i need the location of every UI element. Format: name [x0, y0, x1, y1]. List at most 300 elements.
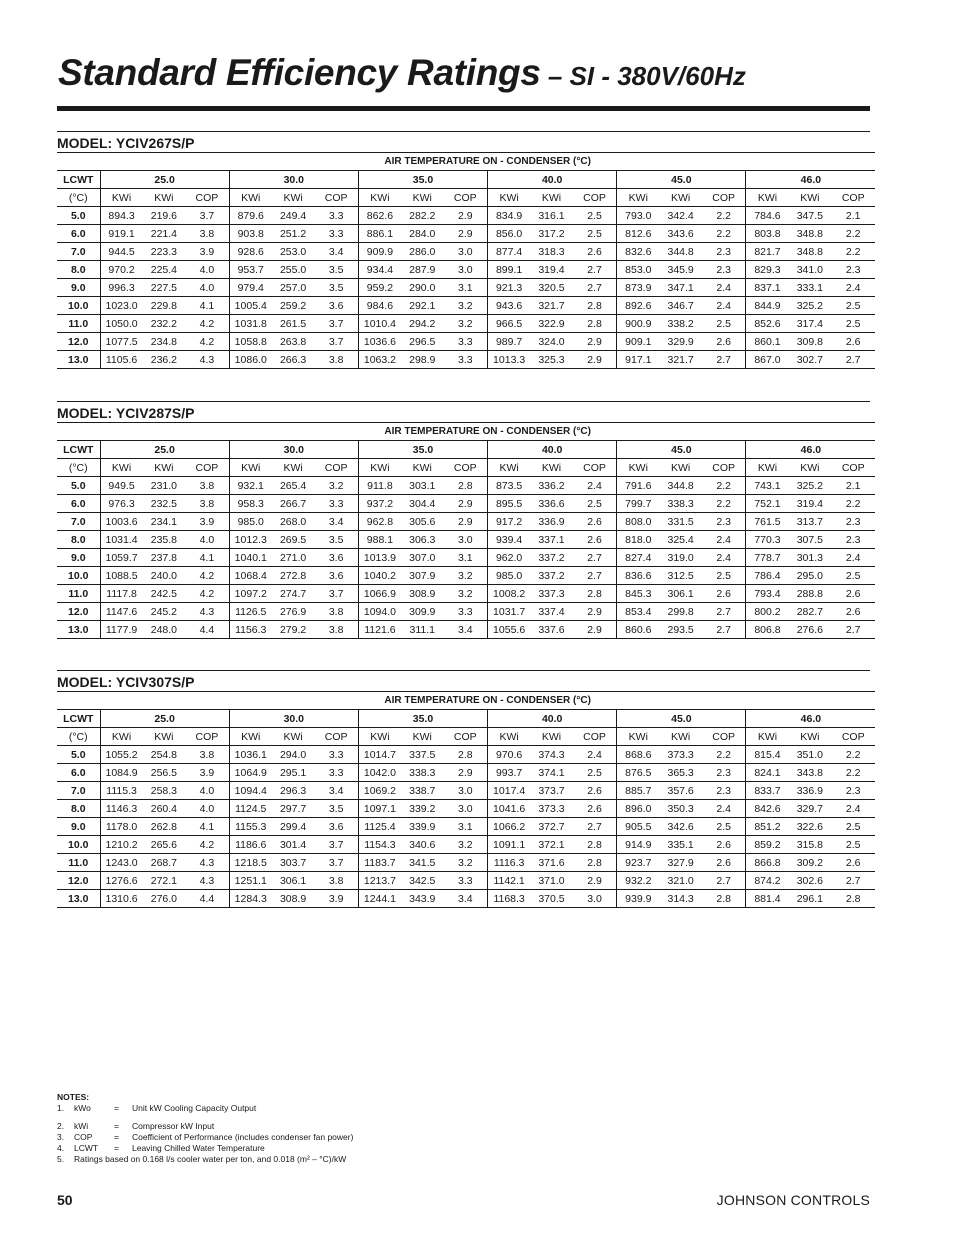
table-cell: 339.9: [401, 818, 444, 836]
table-cell: 3.3: [314, 746, 358, 764]
table-cell: 3.8: [185, 477, 229, 495]
lcwt-value: 5.0: [57, 746, 100, 764]
table-cell: 316.1: [530, 207, 573, 225]
table-cell: 970.6: [488, 746, 531, 764]
table-cell: 371.0: [530, 872, 573, 890]
table-cell: 345.9: [659, 261, 702, 279]
table-cell: 1168.3: [488, 890, 531, 908]
table-cell: 3.3: [314, 764, 358, 782]
table-cell: 331.5: [659, 513, 702, 531]
air-temp-header: 25.0: [100, 171, 229, 189]
table-cell: 821.7: [746, 243, 789, 261]
table-cell: 306.1: [272, 872, 315, 890]
table-cell: 873.9: [617, 279, 660, 297]
company-name: JOHNSON CONTROLS: [716, 1192, 870, 1208]
table-cell: 276.6: [789, 621, 832, 639]
table-cell: 3.6: [314, 549, 358, 567]
table-cell: 3.3: [314, 495, 358, 513]
table-cell: 258.3: [143, 782, 186, 800]
table-cell: 909.1: [617, 333, 660, 351]
table-cell: 2.4: [702, 800, 746, 818]
table-cell: 3.1: [444, 279, 488, 297]
table-cell: 2.7: [573, 261, 617, 279]
unit-header: COP: [831, 459, 875, 477]
table-cell: 932.2: [617, 872, 660, 890]
table-cell: 979.4: [229, 279, 272, 297]
table-cell: 808.0: [617, 513, 660, 531]
table-cell: 311.1: [401, 621, 444, 639]
table-cell: 944.5: [100, 243, 143, 261]
table-cell: 284.0: [401, 225, 444, 243]
table-row: [57, 243, 875, 261]
table-cell: 2.5: [702, 818, 746, 836]
table-cell: 2.9: [573, 621, 617, 639]
table-cell: 2.9: [573, 351, 617, 369]
table-cell: 845.3: [617, 585, 660, 603]
lcwt-value: 10.0: [57, 297, 100, 315]
temperature-header-row: [57, 441, 875, 459]
table-cell: 3.7: [314, 333, 358, 351]
table-cell: 1210.2: [100, 836, 143, 854]
table-cell: 2.5: [702, 567, 746, 585]
table-cell: 325.2: [789, 297, 832, 315]
table-cell: 917.1: [617, 351, 660, 369]
table-cell: 1040.1: [229, 549, 272, 567]
table-cell: 842.6: [746, 800, 789, 818]
table-cell: 2.9: [444, 513, 488, 531]
table-cell: 3.8: [185, 225, 229, 243]
unit-header: COP: [573, 728, 617, 746]
table-cell: 959.2: [358, 279, 401, 297]
notes: [57, 1092, 353, 1165]
air-temp-header: 40.0: [488, 441, 617, 459]
table-cell: 4.2: [185, 315, 229, 333]
lcwt-value: 9.0: [57, 279, 100, 297]
air-temp-header: 30.0: [229, 710, 358, 728]
table-cell: 1097.1: [358, 800, 401, 818]
table-cell: 2.4: [702, 531, 746, 549]
table-cell: 1097.2: [229, 585, 272, 603]
lcwt-header: LCWT: [57, 441, 100, 459]
table-cell: 1154.3: [358, 836, 401, 854]
unit-header: COP: [702, 189, 746, 207]
table-cell: 294.2: [401, 315, 444, 333]
table-cell: 2.3: [702, 243, 746, 261]
table-row: [57, 585, 875, 603]
table-cell: 312.5: [659, 567, 702, 585]
table-cell: 307.0: [401, 549, 444, 567]
table-cell: 867.0: [746, 351, 789, 369]
note-item: 5. Ratings based on 0.168 l/s cooler water per ton, and 0.018 (m² – °C)/kW: [57, 1154, 347, 1164]
table-cell: 1084.9: [100, 764, 143, 782]
table-cell: 1088.5: [100, 567, 143, 585]
table-cell: 1244.1: [358, 890, 401, 908]
table-cell: 347.5: [789, 207, 832, 225]
table-cell: 784.6: [746, 207, 789, 225]
table-cell: 1126.5: [229, 603, 272, 621]
lcwt-value: 8.0: [57, 800, 100, 818]
table-cell: 4.2: [185, 836, 229, 854]
table-cell: 2.6: [702, 585, 746, 603]
unit-header: KWi: [488, 189, 531, 207]
table-cell: 911.8: [358, 477, 401, 495]
table-cell: 937.2: [358, 495, 401, 513]
table-cell: 294.0: [272, 746, 315, 764]
table-cell: 899.1: [488, 261, 531, 279]
table-cell: 321.7: [530, 297, 573, 315]
table-cell: 2.8: [573, 315, 617, 333]
table-cell: 3.2: [444, 585, 488, 603]
table-cell: 2.2: [702, 477, 746, 495]
unit-header: COP: [185, 189, 229, 207]
table-cell: 344.8: [659, 243, 702, 261]
table-cell: 3.0: [444, 800, 488, 818]
table-cell: 342.4: [659, 207, 702, 225]
unit-header: KWi: [488, 459, 531, 477]
table-cell: 327.9: [659, 854, 702, 872]
table-cell: 2.5: [702, 315, 746, 333]
table-cell: 248.0: [143, 621, 186, 639]
temperature-header-row: [57, 171, 875, 189]
table-cell: 2.7: [573, 549, 617, 567]
table-cell: 1177.9: [100, 621, 143, 639]
lcwt-value: 9.0: [57, 549, 100, 567]
table-cell: 949.5: [100, 477, 143, 495]
unit-header: COP: [314, 189, 358, 207]
table-cell: 3.8: [314, 621, 358, 639]
table-cell: 914.9: [617, 836, 660, 854]
table-cell: 2.9: [444, 225, 488, 243]
table-cell: 2.4: [573, 477, 617, 495]
table-cell: 853.4: [617, 603, 660, 621]
table-cell: 372.1: [530, 836, 573, 854]
table-cell: 818.0: [617, 531, 660, 549]
unit-header: COP: [831, 728, 875, 746]
table-cell: 3.3: [444, 603, 488, 621]
table-cell: 237.8: [143, 549, 186, 567]
table-cell: 336.2: [530, 477, 573, 495]
table-cell: 286.0: [401, 243, 444, 261]
table-cell: 234.8: [143, 333, 186, 351]
table-cell: 2.5: [831, 836, 875, 854]
table-cell: 886.1: [358, 225, 401, 243]
table-cell: 265.4: [272, 477, 315, 495]
unit-header: COP: [444, 189, 488, 207]
table-cell: 336.9: [530, 513, 573, 531]
table-cell: 3.9: [185, 764, 229, 782]
table-cell: 338.3: [401, 764, 444, 782]
table-cell: 4.0: [185, 800, 229, 818]
table-cell: 249.4: [272, 207, 315, 225]
air-temp-header: 35.0: [358, 441, 487, 459]
table-cell: 1117.8: [100, 585, 143, 603]
table-cell: 295.1: [272, 764, 315, 782]
table-cell: 4.3: [185, 603, 229, 621]
table-cell: 812.6: [617, 225, 660, 243]
table-cell: 876.5: [617, 764, 660, 782]
unit-header: COP: [702, 728, 746, 746]
table-cell: 1183.7: [358, 854, 401, 872]
unit-header: KWi: [530, 728, 573, 746]
table-cell: 985.0: [229, 513, 272, 531]
table-cell: 3.6: [314, 297, 358, 315]
table-cell: 2.8: [702, 890, 746, 908]
table-cell: 1014.7: [358, 746, 401, 764]
table-cell: 2.8: [573, 854, 617, 872]
table-cell: 2.7: [702, 872, 746, 890]
unit-header: KWi: [401, 459, 444, 477]
unit-header: KWi: [746, 459, 789, 477]
table-cell: 3.1: [444, 818, 488, 836]
table-cell: 2.6: [831, 603, 875, 621]
lcwt-value: 7.0: [57, 243, 100, 261]
lcwt-value: 8.0: [57, 261, 100, 279]
table-cell: 320.5: [530, 279, 573, 297]
table-cell: 4.2: [185, 567, 229, 585]
table-cell: 3.6: [314, 567, 358, 585]
table-cell: 836.6: [617, 567, 660, 585]
air-temp-header-row: [57, 423, 875, 441]
table-cell: 892.6: [617, 297, 660, 315]
table-cell: 1094.4: [229, 782, 272, 800]
air-temp-header: 46.0: [746, 171, 875, 189]
ratings-table: [57, 691, 875, 908]
table-cell: 778.7: [746, 549, 789, 567]
table-cell: 966.5: [488, 315, 531, 333]
table-cell: 4.1: [185, 818, 229, 836]
table-row: [57, 477, 875, 495]
table-cell: 2.9: [573, 333, 617, 351]
unit-header: KWi: [358, 728, 401, 746]
table-row: [57, 621, 875, 639]
table-cell: 2.2: [831, 243, 875, 261]
table-cell: 837.1: [746, 279, 789, 297]
table-cell: 928.6: [229, 243, 272, 261]
table-cell: 266.7: [272, 495, 315, 513]
table-cell: 752.1: [746, 495, 789, 513]
air-temp-header: 30.0: [229, 441, 358, 459]
table-cell: 1066.2: [488, 818, 531, 836]
table-cell: 1077.5: [100, 333, 143, 351]
table-cell: 2.4: [573, 746, 617, 764]
unit-header: COP: [573, 189, 617, 207]
table-cell: 2.7: [702, 351, 746, 369]
table-cell: 834.9: [488, 207, 531, 225]
table-cell: 3.0: [444, 261, 488, 279]
unit-header: KWi: [100, 728, 143, 746]
table-cell: 1186.6: [229, 836, 272, 854]
unit-header: KWi: [746, 728, 789, 746]
table-cell: 340.6: [401, 836, 444, 854]
table-cell: 761.5: [746, 513, 789, 531]
table-cell: 879.6: [229, 207, 272, 225]
air-temp-label: AIR TEMPERATURE ON - CONDENSER (°C): [100, 423, 875, 441]
table-cell: 844.9: [746, 297, 789, 315]
table-cell: 1155.3: [229, 818, 272, 836]
table-cell: 3.7: [314, 585, 358, 603]
table-cell: 303.1: [401, 477, 444, 495]
table-cell: 302.6: [789, 872, 832, 890]
units-header-row: [57, 459, 875, 477]
table-cell: 3.0: [444, 782, 488, 800]
table-cell: 1125.4: [358, 818, 401, 836]
temperature-header-row: [57, 710, 875, 728]
table-cell: 2.6: [573, 531, 617, 549]
air-temp-label: AIR TEMPERATURE ON - CONDENSER (°C): [100, 692, 875, 710]
table-cell: 347.1: [659, 279, 702, 297]
table-cell: 325.4: [659, 531, 702, 549]
table-cell: 2.2: [702, 207, 746, 225]
table-cell: 1310.6: [100, 890, 143, 908]
table-cell: 235.8: [143, 531, 186, 549]
table-row: [57, 854, 875, 872]
table-cell: 3.8: [314, 603, 358, 621]
table-cell: 1068.4: [229, 567, 272, 585]
table-cell: 351.0: [789, 746, 832, 764]
table-cell: 3.5: [314, 800, 358, 818]
table-row: [57, 549, 875, 567]
table-cell: 343.9: [401, 890, 444, 908]
table-cell: 770.3: [746, 531, 789, 549]
table-cell: 339.2: [401, 800, 444, 818]
table-cell: 309.9: [401, 603, 444, 621]
table-cell: 2.6: [831, 585, 875, 603]
table-cell: 1017.4: [488, 782, 531, 800]
table-row: [57, 818, 875, 836]
table-cell: 921.3: [488, 279, 531, 297]
lcwt-value: 9.0: [57, 818, 100, 836]
table-cell: 3.3: [314, 207, 358, 225]
table-cell: 309.8: [789, 333, 832, 351]
table-cell: 1218.5: [229, 854, 272, 872]
lcwt-value: 7.0: [57, 513, 100, 531]
air-temp-header: 30.0: [229, 171, 358, 189]
table-cell: 2.7: [831, 621, 875, 639]
table-cell: 985.0: [488, 567, 531, 585]
lcwt-value: 6.0: [57, 764, 100, 782]
table-cell: 1058.8: [229, 333, 272, 351]
table-cell: 885.7: [617, 782, 660, 800]
page-title-sub: – SI - 380V/60Hz: [540, 61, 746, 91]
table-cell: 336.9: [789, 782, 832, 800]
table-cell: 3.2: [444, 854, 488, 872]
table-cell: 909.9: [358, 243, 401, 261]
table-cell: 335.1: [659, 836, 702, 854]
unit-header: KWi: [659, 728, 702, 746]
table-cell: 1086.0: [229, 351, 272, 369]
table-cell: 279.2: [272, 621, 315, 639]
table-cell: 3.8: [185, 495, 229, 513]
table-cell: 2.3: [831, 261, 875, 279]
table-cell: 996.3: [100, 279, 143, 297]
table-cell: 874.2: [746, 872, 789, 890]
table-cell: 301.3: [789, 549, 832, 567]
table-cell: 1023.0: [100, 297, 143, 315]
table-cell: 305.6: [401, 513, 444, 531]
table-cell: 272.1: [143, 872, 186, 890]
table-cell: 832.6: [617, 243, 660, 261]
table-cell: 265.6: [143, 836, 186, 854]
unit-header: KWi: [789, 728, 832, 746]
table-cell: 357.6: [659, 782, 702, 800]
table-cell: 2.2: [702, 495, 746, 513]
table-cell: 1142.1: [488, 872, 531, 890]
table-cell: 261.5: [272, 315, 315, 333]
table-cell: 866.8: [746, 854, 789, 872]
unit-header: COP: [185, 459, 229, 477]
note-item: 2. kWi = Compressor kW Input: [57, 1121, 215, 1131]
unit-header: KWi: [229, 459, 272, 477]
table-row: [57, 351, 875, 369]
table-cell: 3.2: [444, 297, 488, 315]
table-row: [57, 800, 875, 818]
table-row: [57, 603, 875, 621]
table-cell: 1064.9: [229, 764, 272, 782]
table-cell: 853.0: [617, 261, 660, 279]
table-row: [57, 872, 875, 890]
table-cell: 2.5: [831, 315, 875, 333]
table-cell: 236.2: [143, 351, 186, 369]
table-cell: 4.0: [185, 531, 229, 549]
air-temp-header: 46.0: [746, 441, 875, 459]
table-cell: 896.0: [617, 800, 660, 818]
table-cell: 2.4: [831, 549, 875, 567]
table-cell: 4.3: [185, 351, 229, 369]
table-cell: 1063.2: [358, 351, 401, 369]
table-cell: 903.8: [229, 225, 272, 243]
table-cell: 254.8: [143, 746, 186, 764]
table-cell: 308.9: [272, 890, 315, 908]
table-cell: 939.4: [488, 531, 531, 549]
table-cell: 2.4: [831, 279, 875, 297]
table-cell: 2.7: [831, 872, 875, 890]
table-cell: 321.0: [659, 872, 702, 890]
table-cell: 1013.9: [358, 549, 401, 567]
table-cell: 293.5: [659, 621, 702, 639]
table-cell: 2.6: [831, 333, 875, 351]
table-cell: 1055.6: [488, 621, 531, 639]
table-cell: 1041.6: [488, 800, 531, 818]
table-cell: 1213.7: [358, 872, 401, 890]
lcwt-value: 13.0: [57, 890, 100, 908]
table-cell: 1091.1: [488, 836, 531, 854]
unit-header: COP: [185, 728, 229, 746]
table-cell: 3.4: [444, 621, 488, 639]
table-cell: 2.5: [573, 495, 617, 513]
lcwt-value: 13.0: [57, 621, 100, 639]
table-cell: 232.2: [143, 315, 186, 333]
table-cell: 895.5: [488, 495, 531, 513]
air-temp-header-row: [57, 153, 875, 171]
unit-header: KWi: [100, 459, 143, 477]
table-cell: 1059.7: [100, 549, 143, 567]
table-cell: 2.1: [831, 477, 875, 495]
table-cell: 1031.4: [100, 531, 143, 549]
unit-header: KWi: [617, 728, 660, 746]
unit-header: KWi: [358, 459, 401, 477]
table-cell: 3.3: [444, 333, 488, 351]
table-cell: 319.0: [659, 549, 702, 567]
table-cell: 3.7: [314, 836, 358, 854]
table-cell: 803.8: [746, 225, 789, 243]
ratings-table: [57, 422, 875, 639]
air-temp-header: 45.0: [617, 710, 746, 728]
table-cell: 1008.2: [488, 585, 531, 603]
air-temp-header: 35.0: [358, 171, 487, 189]
unit-header: COP: [831, 189, 875, 207]
table-cell: 827.4: [617, 549, 660, 567]
table-cell: 3.7: [314, 854, 358, 872]
